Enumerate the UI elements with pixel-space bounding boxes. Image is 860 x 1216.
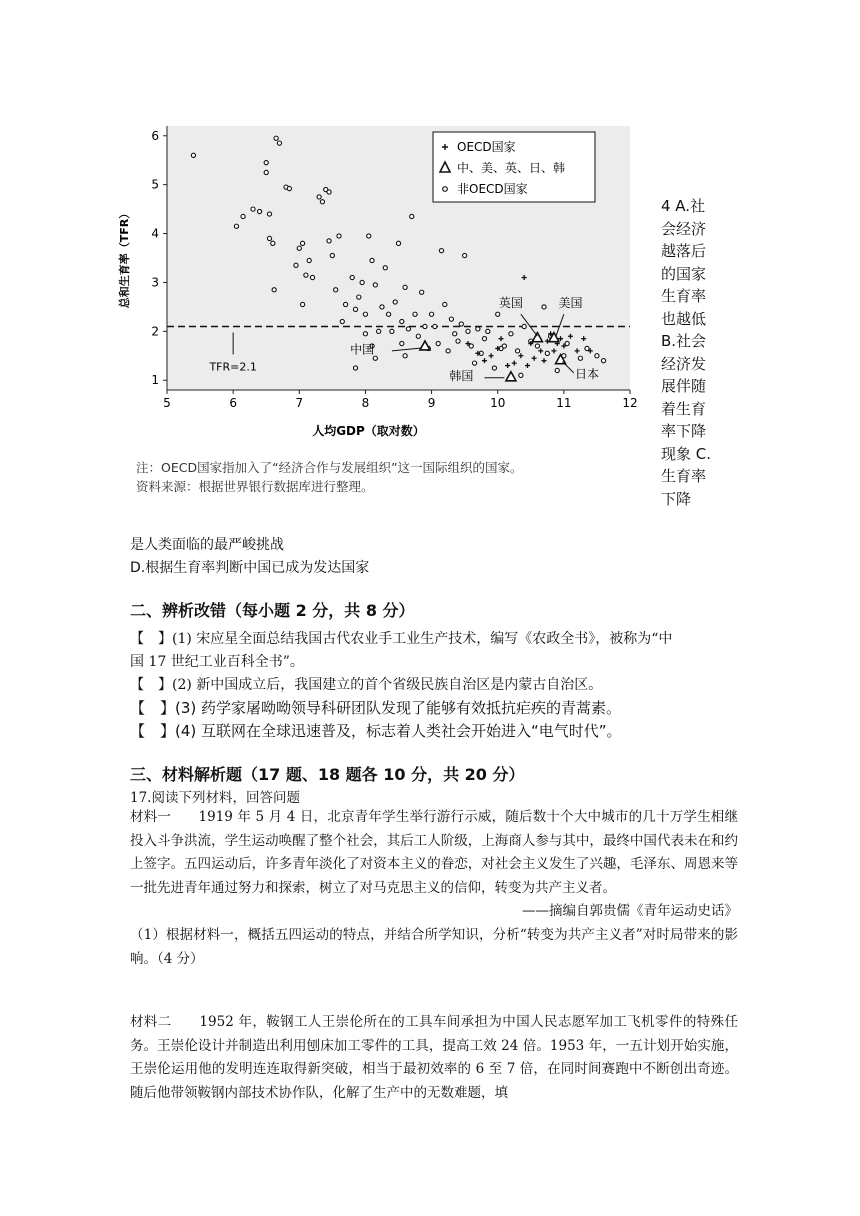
question-2-1-cont: 国 17 世纪工业百科全书”。 [130, 654, 304, 670]
x-tick-label: 5 [163, 396, 171, 410]
non-oecd-point [542, 305, 546, 309]
country-annotation: 美国 [558, 295, 583, 310]
y-tick-label: 4 [151, 226, 159, 241]
non-oecd-point [330, 253, 334, 257]
non-oecd-point [353, 366, 357, 370]
non-oecd-point [350, 275, 354, 279]
non-oecd-point [463, 253, 467, 257]
country-annotation: 日本 [574, 366, 600, 381]
non-oecd-point [307, 258, 311, 262]
non-oecd-point [386, 312, 390, 316]
non-oecd-point [264, 161, 268, 165]
non-oecd-point [241, 214, 245, 218]
non-oecd-point [251, 207, 255, 211]
legend-label: 中、美、英、日、韩 [457, 161, 566, 175]
country-annotation: 英国 [498, 295, 523, 310]
material-1-text: 材料一 1919 年 5 月 4 日，北京青年学生举行游行示威，随后数十个大中城市的几十万学生相继投入斗争洪流，学生运动唤醒了整个社会，其后工人阶级，上海商人参与其中，最终中国代表未在和约上签字。五四运动后，许多青年淡化了对资本主义的眷恋，对社会主义发生了兴趣，毛泽东、周恩来等一批先进青年通过努力和探索，树立了对马克思主义的信仰，转变为共产主义者。 [130, 809, 738, 896]
x-tick-label: 10 [490, 396, 506, 410]
non-oecd-point [578, 356, 582, 360]
non-oecd-point [466, 329, 470, 333]
x-axis-label: 人均GDP（取对数） [312, 424, 425, 438]
non-oecd-point [390, 329, 394, 333]
material-1-source: ——摘编自郭贵儒《青年运动史话》 [522, 903, 738, 920]
non-oecd-point [449, 317, 453, 321]
figure-note: 注：OECD国家指加入了“经济合作与发展组织”这一国际组织的国家。 [136, 460, 523, 475]
non-oecd-point [555, 368, 559, 372]
x-tick-label: 11 [556, 396, 572, 410]
non-oecd-point [357, 295, 361, 299]
y-tick-label: 5 [151, 177, 159, 192]
country-annotation: 韩国 [449, 369, 474, 384]
non-oecd-point [522, 324, 526, 328]
y-tick-label: 6 [151, 128, 159, 143]
non-oecd-point [472, 361, 476, 365]
y-tick-label: 2 [151, 324, 159, 339]
non-oecd-point [258, 209, 262, 213]
non-oecd-point [264, 170, 268, 174]
non-oecd-point [327, 239, 331, 243]
non-oecd-point [300, 241, 304, 245]
question-17-intro: 17.阅读下列材料，回答问题 [130, 790, 300, 806]
non-oecd-point [585, 346, 589, 350]
non-oecd-point [420, 290, 424, 294]
non-oecd-point [277, 141, 281, 145]
question-2-2: 【 】(2) 新中国成立后，我国建立的首个省级民族自治区是内蒙古自治区。 [130, 677, 603, 693]
non-oecd-point [403, 354, 407, 358]
x-tick-label: 7 [295, 396, 304, 410]
non-oecd-point [353, 307, 357, 311]
non-oecd-point [377, 329, 381, 333]
non-oecd-point [436, 341, 440, 345]
non-oecd-point [446, 349, 450, 353]
non-oecd-point [535, 344, 539, 348]
option-c-continued: 是人类面临的最严峻挑战 [130, 537, 284, 553]
non-oecd-point [297, 246, 301, 250]
x-tick-label: 9 [427, 396, 436, 410]
non-oecd-point [456, 339, 460, 343]
non-oecd-point [486, 329, 490, 333]
non-oecd-point [363, 312, 367, 316]
non-oecd-point [267, 212, 271, 216]
non-oecd-point [453, 332, 457, 336]
non-oecd-point [274, 136, 278, 140]
non-oecd-point [502, 344, 506, 348]
non-oecd-point [370, 258, 374, 262]
non-oecd-point [340, 319, 344, 323]
non-oecd-point [413, 312, 417, 316]
non-oecd-point [300, 302, 304, 306]
non-oecd-point [343, 302, 347, 306]
question-4-side-text [661, 195, 719, 510]
non-oecd-point [595, 354, 599, 358]
non-oecd-point [360, 280, 364, 284]
non-oecd-point [267, 236, 271, 240]
non-oecd-point [334, 288, 338, 292]
non-oecd-point [443, 302, 447, 306]
x-tick-label: 6 [229, 396, 237, 410]
non-oecd-point [601, 359, 605, 363]
non-oecd-point [439, 249, 443, 253]
non-oecd-point [565, 341, 569, 345]
y-tick-label: 3 [151, 275, 159, 290]
non-oecd-point [304, 273, 308, 277]
non-oecd-point [310, 275, 314, 279]
legend-non-oecd-marker [443, 187, 448, 192]
x-tick-label: 12 [622, 396, 638, 410]
non-oecd-point [393, 300, 397, 304]
material-1 [130, 806, 738, 971]
non-oecd-point [373, 283, 377, 287]
country-annotation: 中国 [350, 342, 375, 357]
non-oecd-point [515, 349, 519, 353]
non-oecd-point [400, 319, 404, 323]
tfr-reference-label: TFR=2.1 [209, 360, 257, 374]
non-oecd-point [396, 241, 400, 245]
material-2-text: 材料二 1952 年，鞍钢工人王崇伦所在的工具车间承担为中国人民志愿军加工飞机零件的特殊任务。王崇伦设计并制造出利用刨床加工零件的工具，提高工效 24 倍。1953 年，一五计划开始实施，王崇伦运用他的发明连连取得新突破，相当于最初效率的 6 至 7 倍，在同时间赛跑中不断创出奇迹。随后他带领鞍钢内部技术协作队，化解了生产中的无数难题，填 [130, 1014, 738, 1101]
non-oecd-point [287, 186, 291, 190]
non-oecd-point [363, 332, 367, 336]
non-oecd-point [400, 341, 404, 345]
non-oecd-point [320, 200, 324, 204]
non-oecd-point [367, 234, 371, 238]
non-oecd-point [337, 234, 341, 238]
option-d: D.根据生育率判断中国已成为发达国家 [130, 560, 370, 576]
question-17-1: （1）根据材料一，概括五四运动的特点，并结合所学知识，分析“转变为共产主义者”对时局带来的影响。（4 分） [130, 926, 738, 967]
non-oecd-point [519, 373, 523, 377]
y-axis-label: 总和生育率（TFR） [118, 207, 131, 309]
non-oecd-point [492, 366, 496, 370]
non-oecd-point [403, 285, 407, 289]
non-oecd-point [191, 153, 195, 157]
non-oecd-point [545, 351, 549, 355]
non-oecd-point [294, 263, 298, 267]
non-oecd-point [509, 332, 513, 336]
non-oecd-point [380, 305, 384, 309]
question-2-3: 【 】(3) 药学家屠呦呦领导科研团队发现了能够有效抵抗疟疾的青蒿素。 [130, 699, 622, 717]
section-3-title: 三、材料解析题（17 题、18 题各 10 分，共 20 分） [130, 765, 525, 784]
non-oecd-point [482, 337, 486, 341]
non-oecd-point [429, 312, 433, 316]
figure-source: 资料来源：根据世界银行数据库进行整理。 [136, 479, 374, 494]
non-oecd-point [327, 190, 331, 194]
non-oecd-point [373, 356, 377, 360]
non-oecd-point [433, 324, 437, 328]
side-text: 4 A.社会经济越落后的国家生育率也越低 B.社会经济发展伴随着生育率下降现象 C.生育率下降 [661, 197, 712, 508]
question-2-4: 【 】(4) 互联网在全球迅速普及，标志着人类社会开始进入“电气时代”。 [130, 722, 622, 740]
section-2-title: 二、辨析改错（每小题 2 分，共 8 分） [130, 601, 415, 620]
non-oecd-point [459, 322, 463, 326]
question-2-1: 【 】(1) 宋应星全面总结我国古代农业手工业生产技术，编写《农政全书》，被称为“中 [130, 631, 673, 647]
x-tick-label: 8 [361, 396, 370, 410]
non-oecd-point [317, 195, 321, 199]
non-oecd-point [406, 327, 410, 331]
legend-label: 非OECD国家 [457, 182, 528, 196]
non-oecd-point [410, 214, 414, 218]
tfr-gdp-scatter-chart [110, 118, 640, 448]
y-tick-label: 1 [151, 373, 159, 388]
non-oecd-point [271, 241, 275, 245]
non-oecd-point [476, 327, 480, 331]
non-oecd-point [234, 224, 238, 228]
non-oecd-point [496, 312, 500, 316]
non-oecd-point [383, 266, 387, 270]
material-2 [130, 1011, 738, 1105]
non-oecd-point [272, 288, 276, 292]
non-oecd-point [423, 324, 427, 328]
legend-label: OECD国家 [457, 140, 516, 154]
non-oecd-point [469, 344, 473, 348]
non-oecd-point [416, 334, 420, 338]
